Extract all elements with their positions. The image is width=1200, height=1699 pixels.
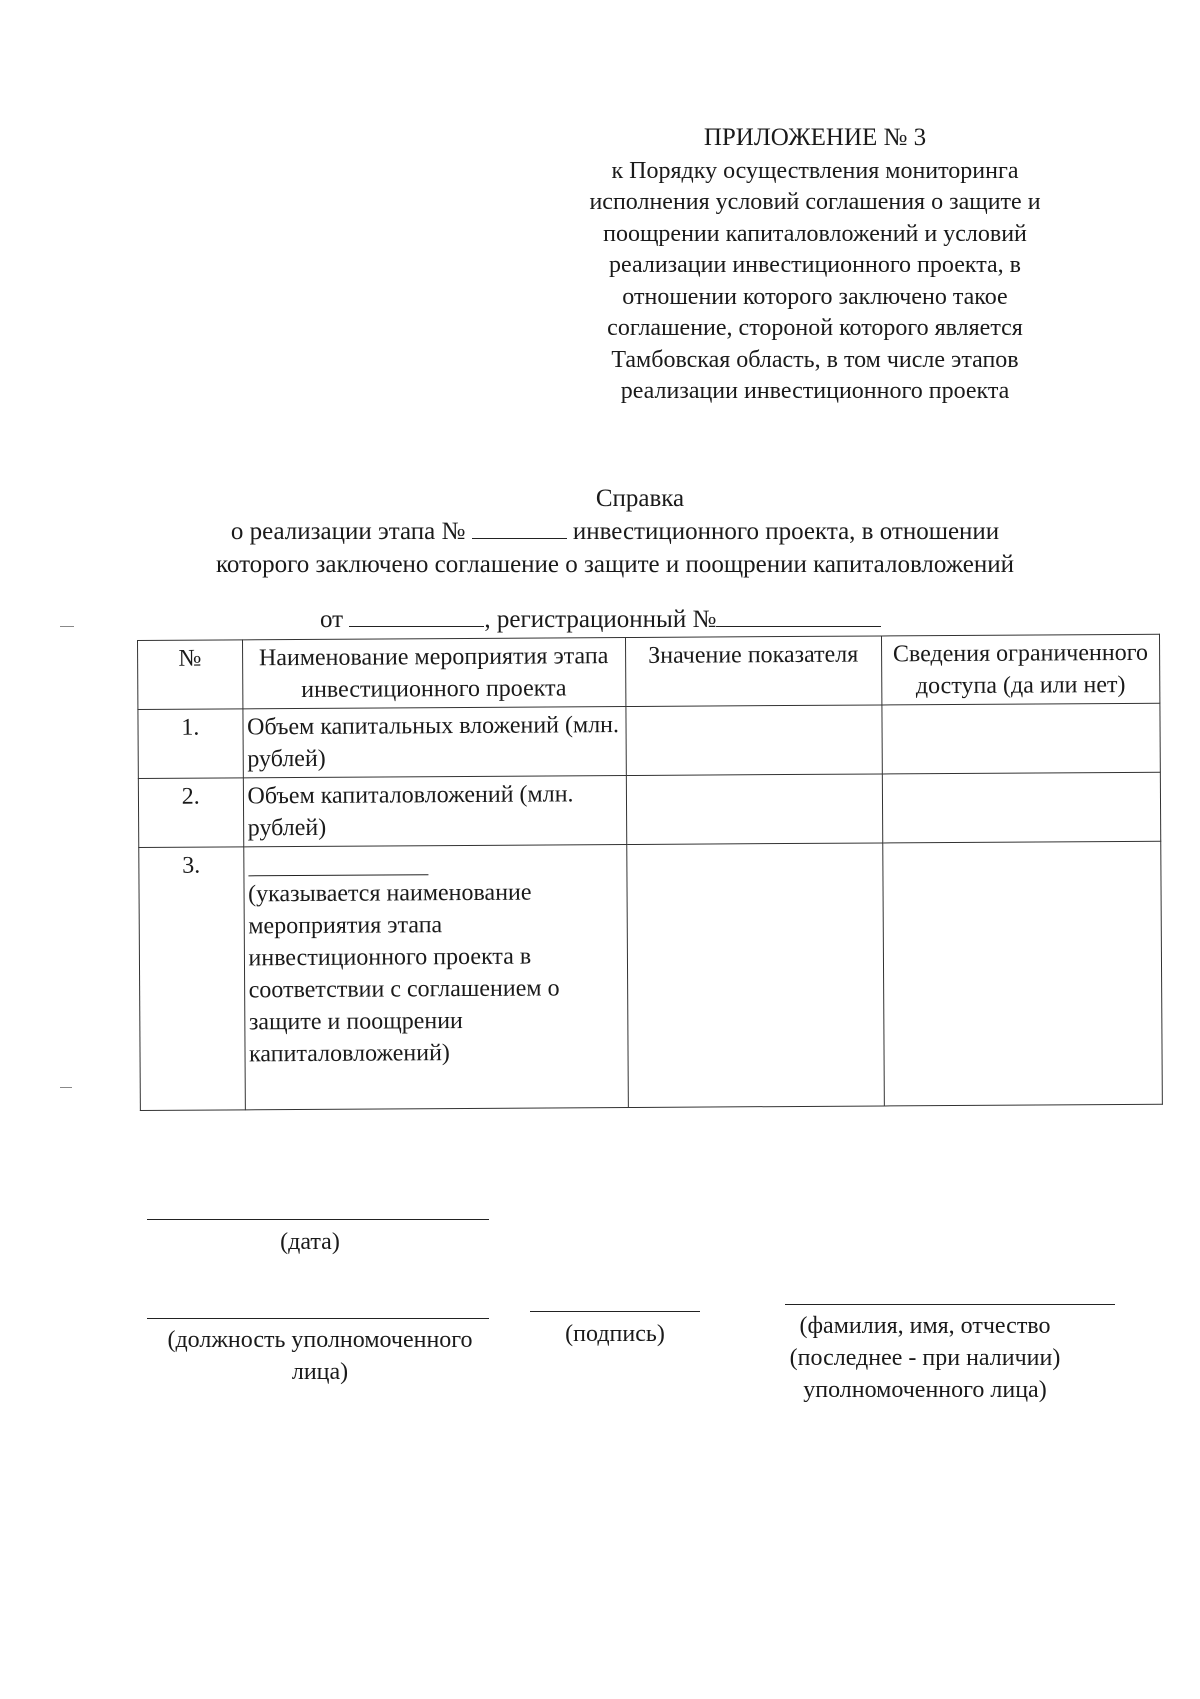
- row-restricted-access-cell[interactable]: [882, 841, 1162, 1106]
- row-activity-name-cell: [243, 845, 628, 1110]
- appendix-line: к Порядку осуществления мониторинга: [611, 157, 1019, 184]
- row-restricted-access-cell[interactable]: [882, 703, 1161, 774]
- registration-line: [320, 604, 881, 635]
- heading-line-1: [140, 515, 1090, 548]
- date-label: (дата): [280, 1229, 340, 1255]
- agreement-date-blank[interactable]: [349, 604, 484, 627]
- header-number: №: [138, 640, 243, 710]
- table-header-row: [138, 634, 1160, 709]
- full-name-signature-line[interactable]: [785, 1304, 1115, 1305]
- row-number: 2.: [138, 778, 243, 848]
- scan-mark: [60, 626, 74, 627]
- header-restricted-access: Сведения ограниченного доступа (да или нет): [881, 634, 1160, 705]
- registration-number-label: , регистрационный №: [484, 606, 717, 633]
- activity-name-blank[interactable]: [248, 848, 428, 876]
- row-indicator-value-cell[interactable]: [626, 843, 884, 1108]
- row-indicator-value-cell[interactable]: [625, 705, 882, 776]
- full-name-label: (фамилия, имя, отчество (последнее - при наличии) уполномоченного лица): [789, 1313, 1061, 1403]
- appendix-line: соглашение, стороной которого является: [607, 315, 1023, 341]
- row-activity-name: Объем капиталовложений (млн. рублей): [243, 776, 626, 847]
- signature-line[interactable]: [530, 1311, 700, 1312]
- registration-number-blank[interactable]: [716, 604, 881, 627]
- stage-number-blank[interactable]: [472, 516, 567, 539]
- date-from-label: от: [320, 606, 344, 633]
- row-number: 1.: [138, 709, 243, 779]
- row-activity-name: Объем капитальных вложений (млн. рублей): [242, 707, 625, 778]
- document-title: Справка: [595, 485, 685, 512]
- appendix-line: поощрении капиталовложений и условий: [603, 220, 1027, 247]
- row-number: 3.: [139, 847, 245, 1111]
- heading-line-2: которого заключено соглашение о защите и поощрении капиталовложений: [216, 551, 1014, 578]
- signature-label: (подпись): [565, 1321, 665, 1347]
- date-signature-line[interactable]: [147, 1219, 489, 1220]
- document-heading: [140, 482, 1090, 581]
- indicators-table: [137, 634, 1163, 1111]
- table-row: [138, 772, 1160, 847]
- table-row: [138, 703, 1160, 778]
- appendix-line: реализации инвестиционного проекта: [620, 378, 1010, 404]
- appendix-line: исполнения условий соглашения о защите и: [589, 189, 1041, 215]
- heading-project-label: инвестиционного проекта, в отношении: [572, 518, 1000, 545]
- row-restricted-access-cell[interactable]: [882, 772, 1161, 843]
- row-indicator-value-cell[interactable]: [626, 774, 883, 845]
- appendix-line: Тамбовская область, в том числе этапов: [611, 346, 1019, 373]
- scan-mark: [60, 1087, 72, 1088]
- heading-stage-label: о реализации этапа №: [230, 518, 466, 545]
- appendix-header: [540, 122, 1090, 408]
- position-label: (должность уполномоченного лица): [167, 1327, 473, 1385]
- appendix-line: реализации инвестиционного проекта, в: [609, 252, 1021, 278]
- header-indicator-value: Значение показателя: [625, 636, 882, 707]
- appendix-line: отношении которого заключено такое: [622, 283, 1008, 310]
- position-signature-line[interactable]: [147, 1318, 489, 1319]
- header-activity-name: Наименование мероприятия этапа инвестиционного проекта: [242, 638, 625, 709]
- table-row: [139, 841, 1163, 1110]
- appendix-title: ПРИЛОЖЕНИЕ № 3: [703, 124, 927, 151]
- row-activity-instruction: (указывается наименование мероприятия этапа инвестиционного проекта в соответствии с соглашением о защите и поощрении капиталовложений): [248, 879, 560, 1068]
